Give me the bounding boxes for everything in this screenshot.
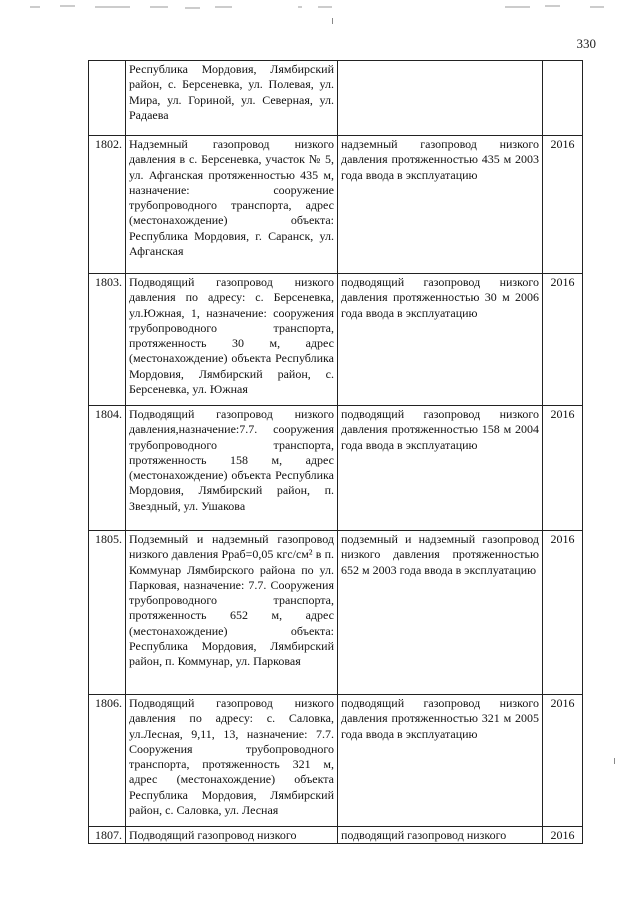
object-name-cell: Республика Мордовия, Лямбирский район, с. Берсеневка, ул. Полевая, ул. Мира, ул. Гориной, ул. Северная, ул. Радаева <box>126 61 338 136</box>
table-row <box>89 136 583 274</box>
object-description-cell: надземный газопровод низкого давления протяженностью 435 м 2003 года ввода в эксплуатацию <box>338 136 543 274</box>
year-cell: 2016 <box>543 827 583 844</box>
table-row <box>89 827 583 844</box>
object-description-cell: подводящий газопровод низкого <box>338 827 543 844</box>
property-registry-table <box>88 60 583 844</box>
object-description-cell <box>338 61 543 136</box>
row-number: 1803. <box>89 274 126 406</box>
object-description-cell: подводящий газопровод низкого давления протяженностью 158 м 2004 года ввода в эксплуатацию <box>338 406 543 531</box>
year-cell: 2016 <box>543 531 583 695</box>
year-cell: 2016 <box>543 695 583 827</box>
object-name-cell: Подземный и надземный газопровод низкого давления Рраб=0,05 кгс/см² в п. Коммунар Лямбирского района по ул. Парковая, назначение: 7.7. Сооружения трубопроводного транспорта, протяженность 652 м, адрес (местонахождение) объекта: Республика Мордовия, Лямбирский район, п. Коммунар, ул. Парковая <box>126 531 338 695</box>
table-row <box>89 274 583 406</box>
table-row <box>89 695 583 827</box>
scan-mark-top <box>332 18 333 24</box>
year-cell: 2016 <box>543 136 583 274</box>
table-row <box>89 531 583 695</box>
object-description-cell: подземный и надземный газопровод низкого давления протяженностью 652 м 2003 года ввода в эксплуатацию <box>338 531 543 695</box>
row-number: 1806. <box>89 695 126 827</box>
year-cell: 2016 <box>543 406 583 531</box>
object-description-cell: подводящий газопровод низкого давления протяженностью 321 м 2005 года ввода в эксплуатацию <box>338 695 543 827</box>
row-number <box>89 61 126 136</box>
object-description-cell: подводящий газопровод низкого давления протяженностью 30 м 2006 года ввода в эксплуатацию <box>338 274 543 406</box>
object-name-cell: Подводящий газопровод низкого давления по адресу: с. Саловка, ул.Лесная, 9,11, 13, назначение: 7.7. Сооружения трубопроводного транспорта, протяженность 321 м, адрес (местонахождение) объекта Республика Мордовия, Лямбирский район, с. Саловка, ул. Лесная <box>126 695 338 827</box>
table-row <box>89 61 583 136</box>
row-number: 1804. <box>89 406 126 531</box>
object-name-cell: Надземный газопровод низкого давления в с. Берсеневка, участок № 5, ул. Афганская протяженностью 435 м, назначение: сооружение трубопроводного транспорта, адрес (местонахождение) объекта: Республика Мордовия, г. Саранск, ул. Афганская <box>126 136 338 274</box>
row-number: 1802. <box>89 136 126 274</box>
year-cell <box>543 61 583 136</box>
object-name-cell: Подводящий газопровод низкого <box>126 827 338 844</box>
object-name-cell: Подводящий газопровод низкого давления по адресу: с. Берсеневка, ул.Южная, 1, назначение: сооружения трубопроводного транспорта, протяженность 30 м, адрес (местонахождение) объекта Республика Мордовия, Лямбирский район, с. Берсеневка, ул. Южная <box>126 274 338 406</box>
table-row <box>89 406 583 531</box>
year-cell: 2016 <box>543 274 583 406</box>
row-number: 1805. <box>89 531 126 695</box>
object-name-cell: Подводящий газопровод низкого давления,назначение:7.7. сооружения трубопроводного транспорта, протяженность 158 м, адрес (местонахождение) объекта Республика Мордовия, Лямбирский район, п. Звездный, ул. Ушакова <box>126 406 338 531</box>
scan-mark-right <box>614 758 615 764</box>
scan-artifact-top <box>0 2 640 12</box>
row-number: 1807. <box>89 827 126 844</box>
page-number: 330 <box>576 36 596 51</box>
